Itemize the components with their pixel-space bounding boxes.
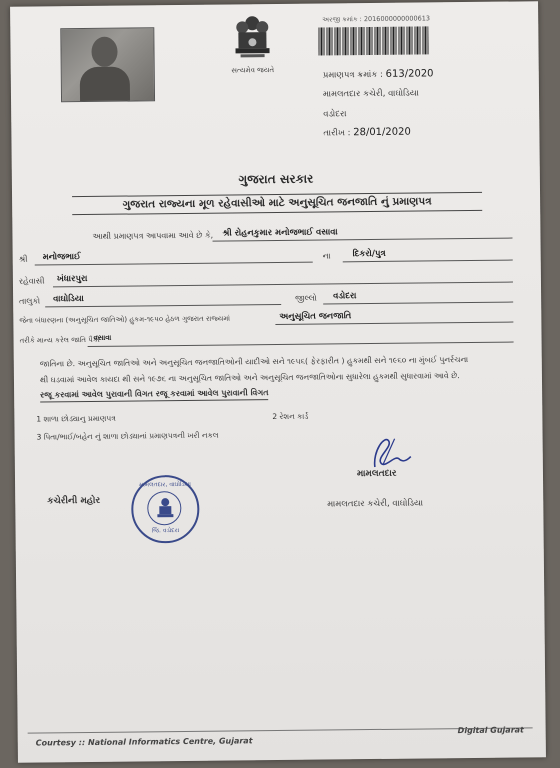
office-seal — [131, 475, 200, 544]
issue-date: 28/01/2020 — [353, 126, 411, 139]
officer-signature — [355, 431, 415, 472]
document-item: 3 પિતા/ભાઈ/બહેન નું શાળા છોડ્યાનાં પ્રમાણપત્રની ખરી નકલ — [36, 430, 219, 442]
footer-brand: Digital Gujarat — [457, 725, 524, 736]
officer-title: મામલતદાર — [356, 468, 397, 480]
relation-value: દિકરો/પુત્ર — [352, 248, 386, 260]
father-name: મનોજભાઈ — [42, 252, 81, 263]
legal-paragraph-line-2: થી ઘડવામાં આવેલ કાયદા થી સને ૧૯૭૬ ના અનુસૂચિત જાતિઓ અને અનુસૂચિત જનજાતિઓના સુધારેલા હુકમથી સુધારવામાં આવે છે. — [39, 371, 460, 385]
legal-paragraph-line-1: જાતિના છે. અનુસૂચિત જાતિઓ અને અનુસૂચિત જનજાતિઓની યાદીઓ સને ૧૯૫૬( ફેરફારીત ) હુકમથી સને ૧૯૬૦ ના મુંબઈ પુનર્રચના — [39, 355, 469, 369]
issue-date-row: તારીખ : 28/01/2020 — [323, 126, 411, 139]
intro-text: આથી પ્રમાણપત્ર આપવામા આવે છે કે, — [92, 230, 214, 241]
government-title: ગુજરાત સરકાર — [238, 171, 314, 187]
applicant-name: શ્રી રોહનકુમાર મનોજભાઈ વસાવા — [222, 227, 338, 239]
emblem-caption: સત્યમેવ જયતે — [231, 66, 275, 75]
national-emblem-icon — [230, 14, 275, 64]
issuing-city: વડોદરા — [323, 109, 347, 120]
certificate-page — [10, 1, 546, 762]
caste-value: વસાવા — [93, 333, 112, 342]
recognised-label: તરીકે માન્ય કરેલ જાતિ પૈકી — [19, 335, 100, 345]
relation-label: ના — [322, 251, 331, 261]
father-prefix: શ્રી — [18, 254, 28, 264]
footer-courtesy: Courtesy :: National Informatics Centre, Gujarat — [35, 736, 253, 748]
applicant-photo — [60, 27, 155, 102]
district-value: વડોદરા — [333, 291, 357, 302]
resident-label: રહેવાસી — [18, 276, 45, 286]
document-item: 1 શાળા છોડ્યાનુ પ્રમાણપત્ર — [36, 413, 116, 424]
category-value: અનુસૂચિત જનજાતિ — [279, 311, 352, 322]
certificate-number-row: પ્રમાણપત્ર ક્રમાંક : 613/2020 — [322, 68, 434, 81]
certificate-title: ગુજરાત રાજ્યના મૂળ રહેવાસીઓ માટે અનુસૂચિત જનજાતિ નું પ્રમાણપત્ર — [72, 192, 482, 215]
document-item: 2 રેશન કાર્ડ — [272, 411, 309, 422]
taluka-label: તાલુકો — [19, 296, 41, 306]
office-seal-label: કચેરીની મહોર — [47, 495, 101, 507]
certificate-number: 613/2020 — [385, 68, 434, 80]
application-number: અરજી ક્રમાંક : 2016000000000613 — [322, 14, 431, 24]
seal-text-bottom: જિ. વડોદરા — [151, 527, 180, 535]
seal-emblem-icon — [155, 497, 175, 519]
village-value: ખંધારપુરા — [56, 273, 88, 285]
barcode — [318, 26, 428, 55]
district-label: જીલ્લો — [295, 293, 317, 303]
issuing-office: મામલતદાર કચેરી, વાઘોડિયા — [322, 88, 419, 100]
order-text: જેના બંધારણના (અનુસૂચિત જાતિઓ) હુકમ-૧૯૫૦ હેઠળ ગુજરાત રાજ્યમાં — [19, 314, 231, 325]
officer-office: મામલતદાર કચેરી, વાઘોડિયા — [327, 498, 424, 510]
seal-text-top: મામલતદાર, વાઘોડિયા — [139, 480, 192, 489]
documents-heading: રજૂ કરવામાં આવેલ પુરાવાની વિગત રજૂ કરવામાં આવેલ પુરાવાની વિગત — [40, 388, 269, 402]
taluka-value: વાઘોડિયા — [53, 294, 84, 305]
